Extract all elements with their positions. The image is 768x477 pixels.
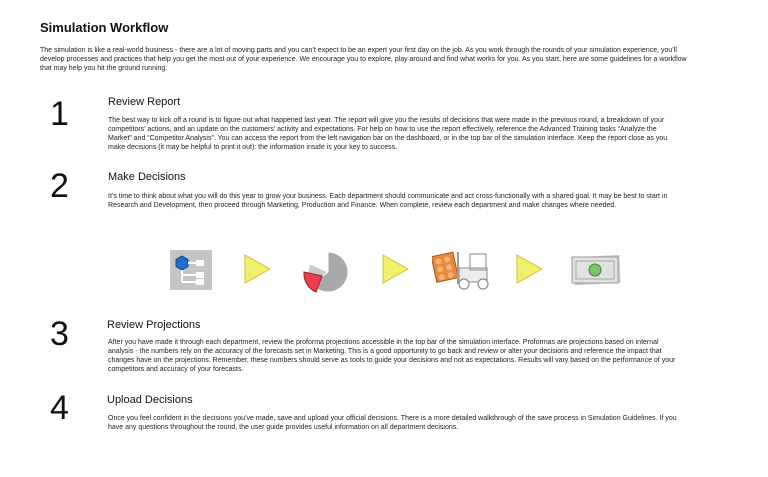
- marketing-pie-chart-icon: [302, 250, 350, 299]
- step-1-title: Review Report: [108, 96, 181, 108]
- step-4-body: Once you feel confident in the decisions you’ve made, save and upload your official decisions. There is a more detailed walkthrough of the save process in Simulation Guidelines. If you have any questions throughout the round, the user guide provides useful information on all department decisions.: [108, 415, 677, 431]
- intro-paragraph: The simulation is like a real-world business - there are a lot of moving parts and you can’t expect to be an expert your first day on the job. As you work through the rounds of your simulation experience, you’ll develop processes and practices that help you get the most out of your experience. We encourage you to explore, play around and find what works for you. As you start, here are some guidelines for a workflow that may help you hit the ground running.: [40, 47, 687, 72]
- step-3-title: Review Projections: [107, 319, 201, 331]
- step-1-number: 1: [50, 95, 69, 133]
- finance-money-icon: [570, 252, 622, 293]
- arrow-right-icon: [516, 254, 544, 289]
- rnd-hierarchy-icon: [170, 250, 212, 295]
- step-3-number: 3: [50, 315, 69, 353]
- arrow-right-icon: [244, 254, 272, 289]
- step-2-title: Make Decisions: [108, 171, 186, 183]
- step-4-number: 4: [50, 389, 69, 427]
- production-forklift-icon: [432, 248, 494, 295]
- step-4-title: Upload Decisions: [107, 394, 193, 406]
- step-2-body: It’s time to think about what you will do this year to grow your business. Each department should communicate and act cross-functionally with a shared goal. It may be best to start in Research and Development, then proceed through Marketing, Production and Finance. When complete, review each department and make changes where needed.: [108, 193, 668, 209]
- arrow-right-icon: [382, 254, 410, 289]
- step-1-body: The best way to kick off a round is to figure out what happened last year. The report will give you the results of decisions that were made in the previous round, a breakdown of your competitors’ actions, and an update on the customers’ activity and expectations. For help on how to use the report effectively, reference the Advanced Training tasks “Analyze the Market” and “Competitor Analysis”. You can access the report from the left navigation bar on the dashboard, or in the top bar of the simulation interface. Keep the report close as you make decisions (it may be helpful to print it out): the information inside is your key to success.: [108, 117, 668, 151]
- page-title: Simulation Workflow: [40, 20, 169, 35]
- step-2-number: 2: [50, 167, 69, 205]
- step-3-body: After you have made it through each department, review the proforma projections accessible in the top bar of the simulation interface. Proformas are projections based on internal analysis - the numbers rely on the accuracy of the forecasts set in Marketing. This is a good opportunity to go back and review or alter your decisions and reference the impact that changes have on the projections. Remember, these numbers should serve as tools to guide your decisions and not as expectations. Results will vary based on the performance of your competitors and accuracy of your forecasts.: [108, 339, 676, 373]
